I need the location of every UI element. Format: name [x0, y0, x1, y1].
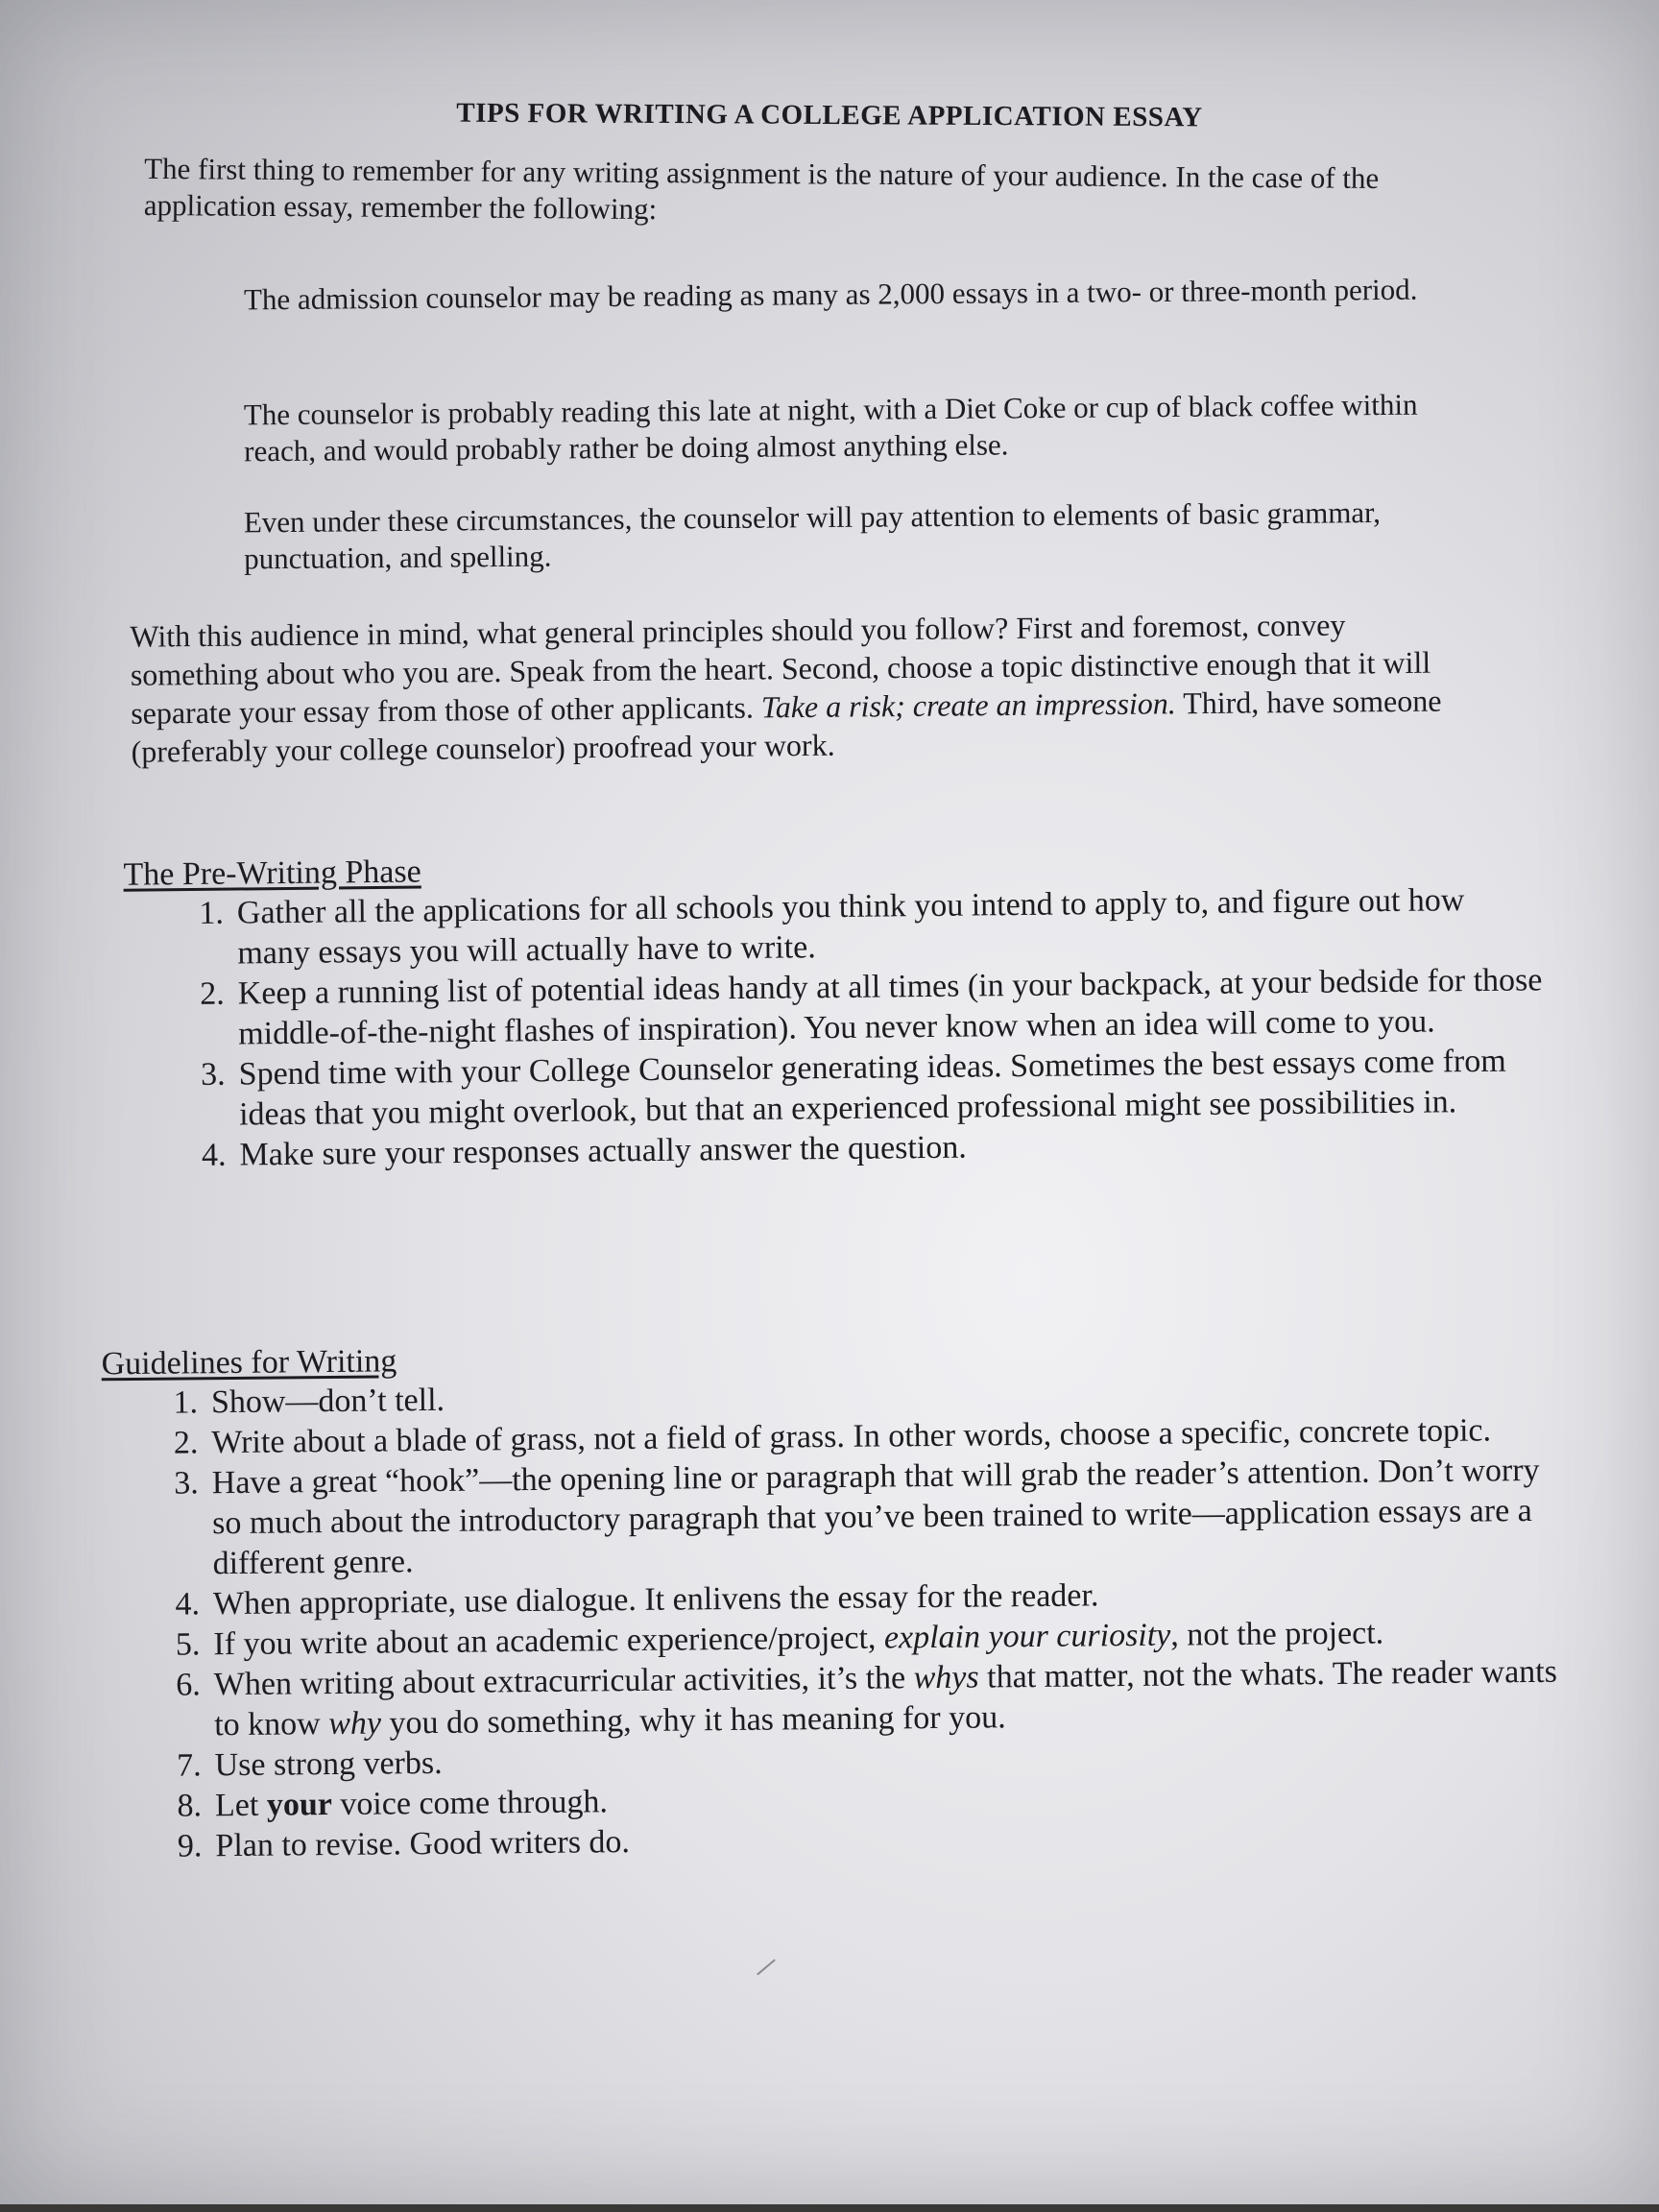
item-text-part: If you write about an academic experience/project,: [213, 1620, 885, 1663]
item-number: 4.: [201, 1137, 227, 1173]
item-text: When appropriate, use dialogue. It enlivens the essay for the reader.: [212, 1577, 1099, 1623]
item-text: [215, 1782, 608, 1826]
item-emphasis: why: [328, 1705, 382, 1743]
item-text: Show—don’t tell.: [210, 1382, 445, 1421]
guidelines-list: [146, 1370, 1566, 1867]
document-title: TIPS FOR WRITING A COLLEGE APPLICATION ESSAY: [456, 97, 1203, 133]
prewriting-section: [123, 841, 1547, 1176]
item-text: Plan to revise. Good writers do.: [215, 1824, 631, 1864]
item-text-part: you do something, why it has meaning for you.: [380, 1699, 1006, 1742]
prewriting-list: [172, 879, 1548, 1176]
item-text: Write about a blade of grass, not a field of grass. In other words, choose a specific, concrete topic.: [211, 1412, 1492, 1461]
guidelines-heading: Guidelines for Writing: [101, 1343, 397, 1382]
list-item: [173, 960, 1547, 1055]
item-text: Use strong verbs.: [214, 1744, 443, 1784]
item-text: Spend time with your College Counselor generating ideas. Sometimes the best essays come from ideas that you might overlook, but that an experienced professional might see possibilities in.: [238, 1043, 1506, 1133]
item-text: Keep a running list of potential ideas handy at all times (in your backpack, at your bedside for those middle-of-the-night flashes of inspiration). You never know when an idea will come to you.: [237, 962, 1543, 1052]
list-item: [172, 879, 1546, 974]
item-strong: your: [266, 1787, 333, 1823]
principles-paragraph: [130, 604, 1475, 770]
item-text-part: , not the project.: [1170, 1615, 1384, 1653]
item-text-part: voice come through.: [331, 1784, 609, 1823]
list-item: [173, 1041, 1547, 1136]
item-emphasis: explain your curiosity: [883, 1617, 1171, 1656]
item-text: Make sure your responses actually answer the question.: [239, 1129, 967, 1173]
audience-point-1: The admission counselor may be reading as many as 2,000 essays in a two- or three-month period.: [243, 272, 1418, 317]
item-number: 3.: [174, 1465, 199, 1502]
item-number: 1.: [173, 1384, 199, 1421]
item-number: 9.: [177, 1828, 203, 1864]
item-text-part: When writing about extracurricular activities, it’s the: [213, 1660, 914, 1703]
audience-point-3: Even under these circumstances, the counselor will pay attention to elements of basic grammar, punctuation, and spelling.: [243, 495, 1382, 576]
intro-paragraph: The first thing to remember for any writing assignment is the nature of your audience. In the case of the application essay, remember the following:: [143, 151, 1380, 227]
item-number: 2.: [173, 1425, 199, 1461]
prewriting-heading: The Pre-Writing Phase: [123, 854, 421, 893]
list-item: [147, 1451, 1563, 1585]
principles-text: With this audience in mind, what general principles should you follow? First and foremost, convey something about who you are. Speak from the heart. Second, choose a topic distinctive enough that it will separate your essay from those of other applicants.: [130, 607, 1431, 731]
item-text: Have a great “hook”—the opening line or paragraph that will grab the reader’s attention. Don’t worry so much about the introductory paragraph that you’ve been trained to write—application essays are a different genre.: [211, 1452, 1540, 1582]
pen-mark: [757, 1960, 776, 1976]
item-text: Gather all the applications for all schools you think you intend to apply to, and figure out how many essays you will actually have to write.: [236, 882, 1465, 972]
item-number: 3.: [200, 1056, 226, 1093]
item-number: 5.: [175, 1626, 201, 1663]
item-text: [214, 1652, 1565, 1745]
item-number: 8.: [177, 1788, 203, 1824]
item-text-part: Let: [214, 1787, 268, 1824]
item-number: 7.: [176, 1747, 202, 1784]
item-text-part: that matter, not the whats. The reader wants to know: [214, 1653, 1558, 1743]
guidelines-section: [101, 1332, 1565, 1868]
principles-text-end: Third, have someone (preferably your college counselor) proofread your work.: [131, 683, 1442, 769]
principles-emphasis: Take a risk; create an impression.: [760, 685, 1176, 725]
item-emphasis: whys: [913, 1659, 979, 1696]
list-item: [149, 1652, 1565, 1746]
item-number: 4.: [175, 1586, 201, 1623]
item-number: 6.: [176, 1667, 201, 1703]
item-number: 1.: [199, 895, 225, 931]
item-number: 2.: [200, 975, 225, 1012]
audience-point-2: The counselor is probably reading this late at night, with a Diet Coke or cup of black coffee within reach, and would probably rather be doing almost anything else.: [243, 387, 1418, 469]
